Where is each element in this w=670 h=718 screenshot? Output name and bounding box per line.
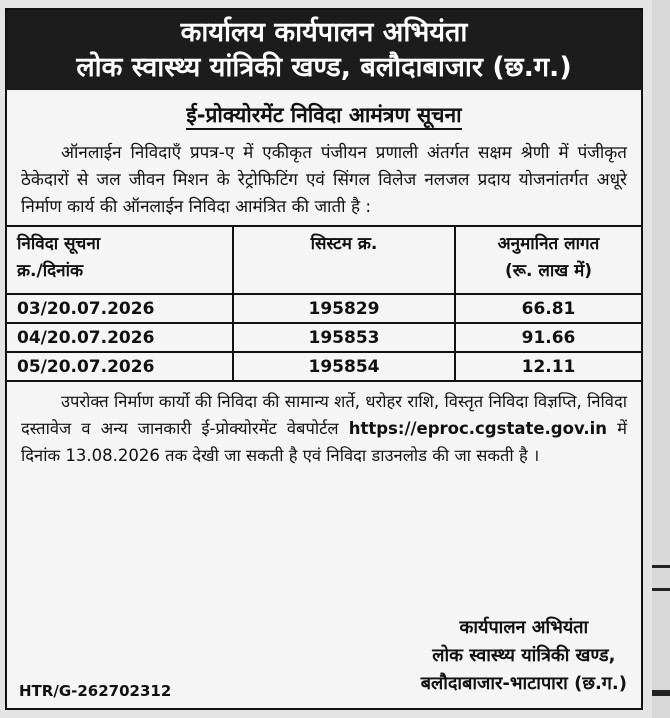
signatory-location: बलौदाबाजार-भाटापारा (छ.ग.) (420, 673, 627, 694)
division-name: लोक स्वास्थ्य यांत्रिकी खण्ड, बलौदाबाजार (छ.ग.) (76, 52, 572, 83)
office-name: कार्यालय कार्यपालन अभियंता (180, 17, 468, 48)
estimated-cost: 12.11 (455, 352, 641, 381)
table-row (7, 352, 641, 381)
header-text: सिस्टम क्र. (310, 234, 378, 254)
column-header-notice (7, 226, 233, 294)
system-number: 195853 (233, 323, 455, 352)
notice-number: 05/20.07.2026 (7, 352, 233, 381)
column-header-system-no (233, 226, 455, 294)
header-text: अनुमानित लागत (497, 234, 600, 254)
system-number: 195854 (233, 352, 455, 381)
eproc-url-link[interactable]: https://eproc.cgstate.gov.in (348, 419, 608, 438)
adjacent-page-edge (652, 0, 670, 718)
estimated-cost: 66.81 (455, 294, 641, 323)
details-paragraph (21, 388, 627, 469)
column-header-cost (455, 226, 641, 294)
signature-block (421, 614, 627, 698)
office-header (7, 10, 641, 90)
details-text: में दिनांक 13.08.2026 तक देखी जा सकती है एवं निविदा डाउनलोड की जा सकती है । (21, 419, 628, 465)
intro-paragraph: ऑनलाईन निविदाएँ प्रपत्र-ए में एकीकृत पंजीयन प्रणाली अंतर्गत सक्षम श्रेणी में पंजीकृत ठेकेदारों से जल जीवन मिशन के रेट्रोफिटिंग एवं सिंगल विलेज नलजल प्रदाय योजनांतर्गत अधूरे निर्माण कार्य की ऑनलाईन निविदा आमंत्रित की जाती है : (21, 143, 627, 217)
system-number: 195829 (233, 294, 455, 323)
signatory-division: लोक स्वास्थ्य यांत्रिकी खण्ड, (432, 645, 616, 666)
table-header-row (7, 226, 641, 294)
reference-code: HTR/G-262702312 (19, 682, 172, 700)
notice-title: ई-प्रोक्योरमेंट निविदा आमंत्रण सूचना (186, 102, 461, 130)
notice-number: 03/20.07.2026 (7, 294, 233, 323)
header-text: निविदा सूचना (17, 234, 101, 254)
table-row (7, 294, 641, 323)
header-text: (रू. लाख में) (504, 261, 593, 281)
table-row (7, 323, 641, 352)
notice-number: 04/20.07.2026 (7, 323, 233, 352)
header-text: क्र./दिनांक (17, 261, 84, 281)
estimated-cost: 91.66 (455, 323, 641, 352)
tender-table (7, 225, 641, 382)
tender-notice (5, 8, 643, 710)
details-text: उपरोक्त निर्माण कार्यो की निविदा की सामान्य शर्ते, धरोहर राशि, विस्तृत निविदा विज्ञप्ति, निविदा दस्तावेज व अन्य जानकारी ई-प्रोक्योरमेंट वेबपोर्टल (21, 392, 627, 438)
signatory-title: कार्यपालन अभियंता (459, 617, 589, 638)
divider (652, 690, 670, 696)
divider (652, 565, 670, 568)
divider (652, 588, 670, 591)
